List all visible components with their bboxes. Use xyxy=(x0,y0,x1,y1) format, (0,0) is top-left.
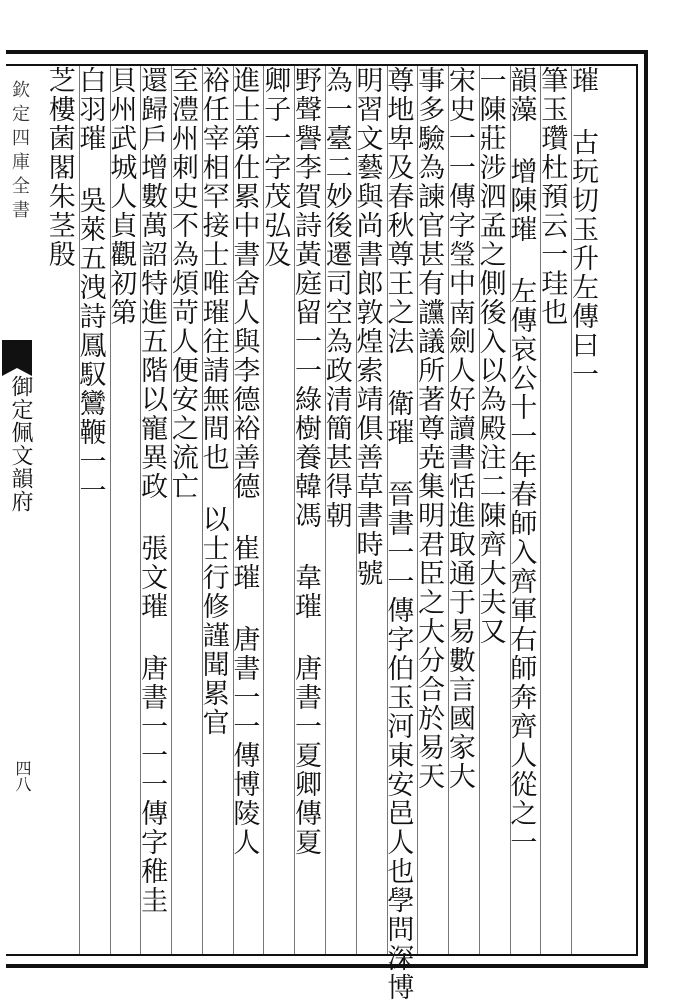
column-rule xyxy=(387,66,388,954)
text-column: 裕任宰相罕接士唯璀往請無間也 以士行修謹聞累官 xyxy=(197,66,229,737)
column-rule xyxy=(479,66,480,954)
column-rule xyxy=(448,66,449,954)
text-column: 尊地卑及春秋尊王之法 衛璀 晉書一一傳字伯玉河東安邑人也學問深博 xyxy=(382,66,414,1002)
column-rule xyxy=(263,66,264,954)
text-column: 進士第仕累中書舍人與李德裕善德 崔璀 唐書一一傳博陵人 xyxy=(228,66,260,857)
text-column: 明習文藝與尚書郎敦煌索靖俱善草書時號 xyxy=(351,66,383,588)
column-rule xyxy=(571,66,572,954)
text-column: 芝樓菌閣朱茎殷 xyxy=(43,66,75,269)
column-rule xyxy=(294,66,295,954)
text-column: 貝州武城人貞觀初第 xyxy=(105,66,137,327)
column-rule xyxy=(233,66,234,954)
text-column: 野聲譽李賀詩黃庭留一一綠樹養韓馮 韋璀 唐書一夏卿傳夏 xyxy=(289,66,321,857)
text-column: 一陳莊涉泗孟之側後入以為殿注二陳齊大夫又 xyxy=(474,66,506,646)
text-column: 白羽璀 吳萊五洩詩鳳馭鸞鞭一一 xyxy=(74,66,106,505)
text-column: 璀 古玩切玉升左傳曰一 xyxy=(566,66,598,389)
column-rule xyxy=(79,66,80,954)
column-rule xyxy=(417,66,418,954)
text-column: 韻藻 增陳璀 左傳哀公十一年春師入齊軍右師奔齊人從之一 xyxy=(505,66,537,857)
margin-collection-title: 欽定四庫全書 xyxy=(9,80,30,224)
text-column: 事多驗為諫官甚有讜議所著尊尭集明君臣之大分合於易天 xyxy=(413,66,445,791)
book-title: 御定佩文韻府 xyxy=(8,375,33,513)
column-rule xyxy=(140,66,141,954)
column-rule xyxy=(510,66,511,954)
column-rule xyxy=(110,66,111,954)
text-column: 筆玉瓚杜預云一珪也 xyxy=(536,66,568,327)
column-rule xyxy=(171,66,172,954)
text-column: 還歸戶增數萬詔特進五階以寵異政 張文璀 唐書一一一傳字稚圭 xyxy=(136,66,168,915)
column-rule xyxy=(540,66,541,954)
text-column: 宋史一一傳字瑩中南劍人好讀書恬進取通于易數言國家大 xyxy=(443,66,475,791)
column-rule xyxy=(202,66,203,954)
column-rule xyxy=(356,66,357,954)
page-number: 四八 xyxy=(13,760,32,792)
fish-tail-mark-icon xyxy=(2,340,32,368)
text-column: 卿子一字茂弘及 xyxy=(259,66,291,269)
column-rule xyxy=(325,66,326,954)
text-column: 為一臺二妙後遷司空為政清簡甚得朝 xyxy=(320,66,352,530)
text-column: 至澧州刺史不為煩苛人便安之流亡 xyxy=(166,66,198,501)
